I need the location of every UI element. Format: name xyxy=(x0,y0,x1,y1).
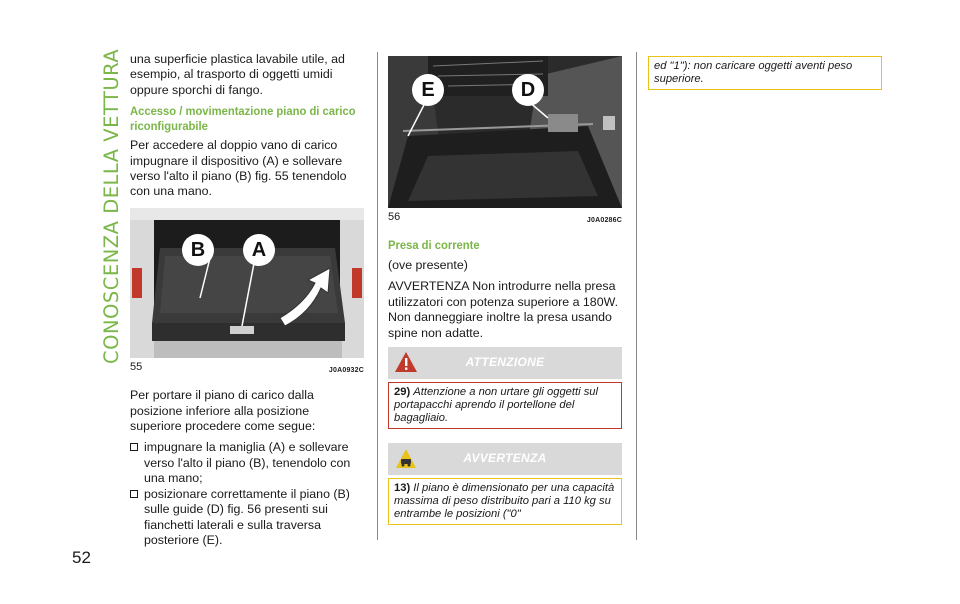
warning-box xyxy=(388,478,622,525)
list-item-text: impugnare la maniglia (A) e sollevare verso l'alto il piano (B), tenendolo con una mano; xyxy=(144,440,351,486)
warning-text: Il piano è dimensionato per una capacità massima di peso distribuito pari a 110 kg su entrambe le posizioni ("0" xyxy=(394,481,615,520)
callout-d: D xyxy=(512,74,544,106)
list-item xyxy=(130,487,364,549)
warning-banner xyxy=(388,443,622,475)
figure-code: J0A0286C xyxy=(586,217,622,224)
column-2 xyxy=(388,56,622,539)
attention-number: 29) xyxy=(394,385,411,398)
warning-number: 13) xyxy=(394,481,411,494)
bullet-icon xyxy=(130,443,139,452)
cargo-area-illustration xyxy=(130,208,364,358)
chapter-title-text: CONOSCENZA DELLA VETTURA xyxy=(100,48,123,364)
figure-caption xyxy=(130,360,364,378)
callout-b: B xyxy=(182,234,214,266)
paragraph: Per accedere al doppio vano di carico impugnare il dispositivo (A) e sollevare verso l'alto il piano (B) fig. 55 tenendolo con una mano. xyxy=(130,138,347,199)
chapter-title xyxy=(66,42,123,364)
section-heading: Accesso / movimentazione piano di carico riconfigurabile xyxy=(130,104,356,133)
warning-box-continued xyxy=(648,56,882,90)
figure-caption xyxy=(388,210,622,228)
list-item-text: posizionare correttamente il piano (B) sulle guide (D) fig. 56 presenti sui fianchetti laterali e sulla traversa posteriore (E). xyxy=(144,486,350,547)
warning-text-continued: ed "1"): non caricare oggetti aventi peso superiore. xyxy=(654,60,853,85)
intro-paragraph: una superficie plastica lavabile utile, ad esempio, al trasporto di oggetti umidi oppure sporchi di fango. xyxy=(130,52,345,97)
callout-a: A xyxy=(243,234,275,266)
warning-label: AVVERTENZA xyxy=(463,450,547,465)
attention-box xyxy=(388,382,622,429)
column-divider xyxy=(377,52,378,540)
section-heading: Presa di corrente xyxy=(388,238,480,253)
figure-code: J0A0932C xyxy=(328,366,364,374)
paragraph: AVVERTENZA Non introdurre nella presa utilizzatori con potenza superiore a 180W. Non danneggiare inoltre la presa usando spine non adatte. xyxy=(388,279,619,340)
subheading: (ove presente) xyxy=(388,257,468,272)
callout-e: E xyxy=(412,74,444,106)
attention-label: ATTENZIONE xyxy=(465,354,545,369)
column-divider xyxy=(636,52,637,540)
paragraph: Per portare il piano di carico dalla posizione inferiore alla posizione superiore procedere come segue: xyxy=(130,388,316,434)
figure-number: 55 xyxy=(130,360,143,373)
column-3 xyxy=(648,56,882,104)
figure-number: 56 xyxy=(388,211,401,223)
page-number: 52 xyxy=(72,548,91,567)
attention-banner xyxy=(388,347,622,379)
bullet-icon xyxy=(130,490,139,499)
figure-56-image xyxy=(388,56,622,208)
list-item xyxy=(130,440,364,486)
figure-55-image xyxy=(130,208,364,358)
attention-text: Attenzione a non urtare gli oggetti sul portapacchi aprendo il portellone del bagagliaio. xyxy=(394,385,598,424)
column-1 xyxy=(130,52,364,548)
